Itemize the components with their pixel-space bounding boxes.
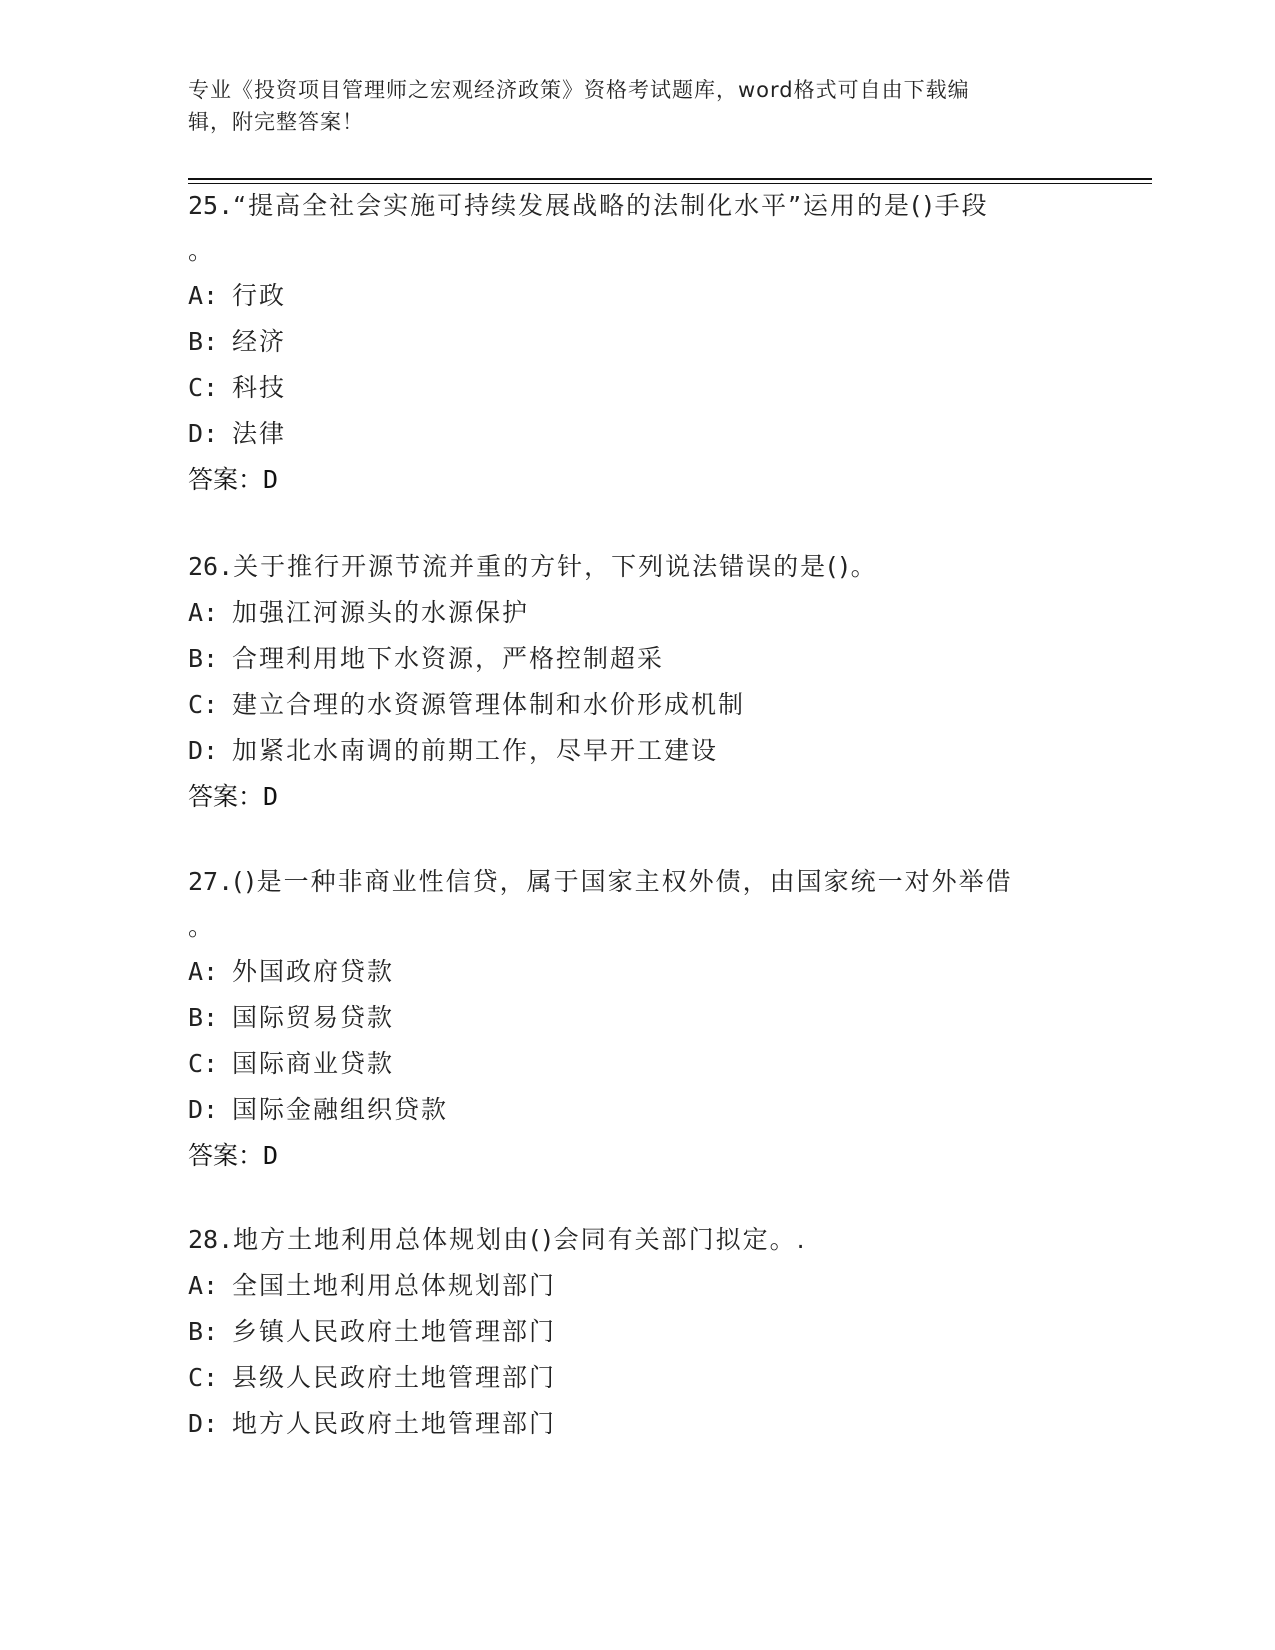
- option-a: [188, 590, 1088, 636]
- option-text: 合理利用地下水资源，严格控制超采: [232, 644, 665, 673]
- option-letter: C:: [188, 690, 219, 719]
- option-text: 国际商业贷款: [232, 1049, 395, 1078]
- document-header: [188, 74, 1068, 138]
- option-text: 全国土地利用总体规划部门: [232, 1271, 557, 1300]
- answer-label: 答案：: [188, 465, 264, 494]
- answer-value: D: [263, 465, 279, 494]
- question-text: 地方土地利用总体规划由()会同有关部门拟定。.: [233, 1225, 807, 1254]
- answer-value: D: [263, 782, 279, 811]
- option-text: 加强江河源头的水源保护: [232, 598, 530, 627]
- question-title: [188, 859, 1088, 905]
- option-c: [188, 365, 1088, 411]
- option-letter: C:: [188, 1363, 219, 1392]
- question-28: [188, 1217, 1088, 1447]
- option-b: [188, 636, 1088, 682]
- option-d: [188, 728, 1088, 774]
- option-letter: D:: [188, 736, 219, 765]
- option-letter: B:: [188, 1317, 219, 1346]
- option-text: 外国政府贷款: [232, 957, 395, 986]
- question-26: [188, 544, 1088, 820]
- question-number: 26.: [188, 552, 234, 581]
- option-text: 经济: [232, 327, 287, 356]
- option-text: 国际金融组织贷款: [232, 1095, 449, 1124]
- option-text: 加紧北水南调的前期工作，尽早开工建设: [232, 736, 719, 765]
- question-continuation: 。: [188, 236, 214, 265]
- option-text: 法律: [232, 419, 287, 448]
- option-letter: D:: [188, 1095, 219, 1124]
- question-text: 关于推行开源节流并重的方针，下列说法错误的是()。: [233, 552, 878, 581]
- answer-label: 答案：: [188, 1141, 264, 1170]
- option-text: 行政: [232, 281, 287, 310]
- option-c: [188, 1041, 1088, 1087]
- option-c: [188, 682, 1088, 728]
- option-text: 建立合理的水资源管理体制和水价形成机制: [232, 690, 746, 719]
- option-b: [188, 319, 1088, 365]
- option-a: [188, 1263, 1088, 1309]
- option-letter: B:: [188, 1003, 219, 1032]
- option-text: 乡镇人民政府土地管理部门: [232, 1317, 557, 1346]
- option-letter: D:: [188, 419, 219, 448]
- question-text: “提高全社会实施可持续发展战略的法制化水平”运用的是()手段: [233, 191, 989, 220]
- option-letter: A:: [188, 281, 219, 310]
- answer-line: [188, 774, 1088, 820]
- option-letter: C:: [188, 373, 219, 402]
- header-line-1: 专业《投资项目管理师之宏观经济政策》资格考试题库，word格式可自由下载编: [188, 78, 970, 102]
- question-title: [188, 183, 1088, 229]
- option-letter: B:: [188, 644, 219, 673]
- option-letter: D:: [188, 1409, 219, 1438]
- option-d: [188, 1401, 1088, 1447]
- option-d: [188, 411, 1088, 457]
- answer-line: [188, 1133, 1088, 1179]
- question-text: ()是一种非商业性信贷，属于国家主权外债，由国家统一对外举借: [233, 867, 1013, 896]
- option-c: [188, 1355, 1088, 1401]
- option-a: [188, 949, 1088, 995]
- option-b: [188, 995, 1088, 1041]
- option-letter: A:: [188, 1271, 219, 1300]
- option-text: 地方人民政府土地管理部门: [232, 1409, 557, 1438]
- header-line-2: 辑，附完整答案！: [188, 110, 364, 134]
- option-text: 县级人民政府土地管理部门: [232, 1363, 557, 1392]
- option-letter: A:: [188, 598, 219, 627]
- question-27: [188, 859, 1088, 1179]
- question-number: 25.: [188, 191, 234, 220]
- option-letter: C:: [188, 1049, 219, 1078]
- question-continuation: 。: [188, 912, 214, 941]
- answer-line: [188, 457, 1088, 503]
- option-letter: B:: [188, 327, 219, 356]
- question-number: 27.: [188, 867, 234, 896]
- option-b: [188, 1309, 1088, 1355]
- question-title: [188, 544, 1088, 590]
- question-25: [188, 183, 1088, 503]
- answer-label: 答案：: [188, 782, 264, 811]
- option-text: 国际贸易贷款: [232, 1003, 395, 1032]
- header-divider-thick: [188, 178, 1152, 180]
- answer-value: D: [263, 1141, 279, 1170]
- question-number: 28.: [188, 1225, 234, 1254]
- option-d: [188, 1087, 1088, 1133]
- option-text: 科技: [232, 373, 287, 402]
- option-letter: A:: [188, 957, 219, 986]
- question-title: [188, 1217, 1088, 1263]
- option-a: [188, 273, 1088, 319]
